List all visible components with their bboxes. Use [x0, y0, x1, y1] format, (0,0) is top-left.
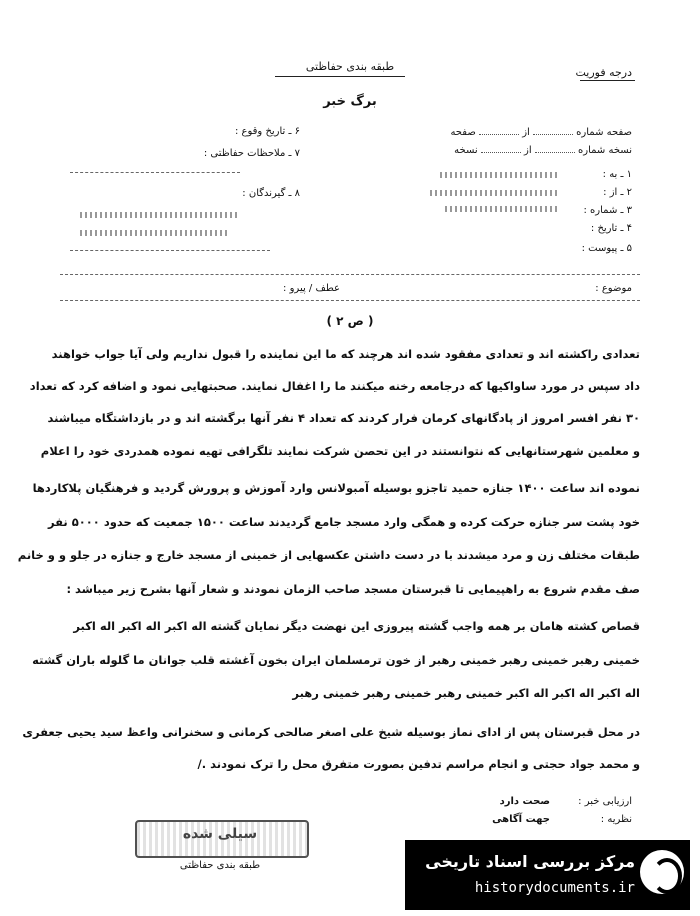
assessment-value: صحت دارد [499, 796, 550, 807]
page-marker: ( ص ۲ ) [326, 314, 374, 328]
copy-label: نسخه [454, 145, 478, 156]
stamp-text: سیلی شده [182, 826, 258, 842]
archive-logo-inner-icon [652, 858, 682, 894]
body-line-13: و محمد جواد حجتی و انجام مراسم تدفین بصورت متفرق محل را ترک نمودند ./ [197, 757, 640, 771]
watermark-title: مرکز بررسی اسناد تاریخی [425, 852, 635, 871]
classification-label: طبقه بندی حفاظتی [305, 60, 395, 73]
body-line-7: طبقات مختلف زن و مرد میشدند با در دست داشتن عکسهایی از خمینی از مسجد خارج و جنازه در جلو و و خانم [17, 548, 640, 562]
recipient-scribble-1 [80, 212, 240, 218]
event-date-field: ۶ ـ تاریخ وقوع : [234, 126, 300, 137]
recipients-field: ۸ ـ گیرندگان : [242, 188, 300, 199]
body-line-12: در محل قبرستان پس از ادای نماز بوسیله شیخ علی اصغر صالحی کرمانی و سخنرانی واعظ سید یحیی جعفری [22, 725, 640, 739]
body-line-11: اله اکبر اله اکبر اله اکبر خمینی رهبر خمینی رهبر خمینی رهبر [292, 686, 640, 700]
to-field: ۱ ـ به : [602, 169, 632, 180]
subject-divider-top [60, 274, 640, 275]
number-scribble [445, 206, 560, 212]
assessment-label: ارزیابی خبر : [578, 796, 632, 807]
body-line-10: خمینی رهبر خمینی رهبر خمینی رهبر از خون ترمسلمان ایران بخون آغشته قلب جوانان ما گلوله باران گشته [32, 653, 640, 667]
copy-number-field [432, 144, 632, 158]
page-number-label: صفحه شماره [576, 127, 632, 138]
subject-label: موضوع : [595, 283, 632, 294]
from-field: ۲ ـ از : [603, 187, 632, 198]
body-line-2: داد سپس در مورد ساواکیها که درجامعه رخنه میکنند ما را اغفال نمایند. صحبتهایی نمود و اضافه کرد که تعداد [29, 379, 640, 393]
page-number-field [432, 126, 632, 140]
body-line-5: نموده اند ساعت ۱۴۰۰ جنازه حمید تاجزو بوسیله آمبولانس وارد آموزش و پرورش گردید و فرهنگیان پلاکاردها [32, 481, 640, 495]
body-line-4: و معلمین شهرستانهایی که نتوانستند در این تحصن شرکت نمایند تلگرافی تهیه نموده همدردی خود را اعلام [40, 444, 640, 458]
left-divider-1 [70, 172, 240, 173]
number-field: ۳ ـ شماره : [583, 205, 632, 216]
opinion-value: جهت آگاهی [492, 814, 550, 825]
opinion-label: نظریه : [600, 814, 632, 825]
copy-from-label: از [524, 145, 532, 156]
body-line-8: صف مقدم شروع به راهپیمایی تا قبرستان مسجد صاحب الزمان نمودند و شعار آنها بشرح زیر میباشد : [66, 582, 640, 596]
body-line-6: خود پشت سر جنازه حرکت کرده و همگی وارد مسجد جامع گردیدند ساعت ۱۵۰۰ جمعیت که حدود ۵۰۰۰ نفر [47, 515, 640, 529]
body-line-3: ۳۰ نفر افسر امروز از پادگانهای کرمان فرار کردند که تعداد ۴ نفر آنها برگشته اند و در بازداشتگاه میباشند [47, 411, 640, 425]
attachment-field: ۵ ـ پیوست : [581, 243, 632, 254]
subject-divider-bottom [60, 300, 640, 301]
watermark-url: historydocuments.ir [474, 880, 635, 896]
page-from-label: از [522, 127, 530, 138]
page-label: صفحه [450, 127, 476, 138]
copy-number-label: نسخه شماره [578, 145, 632, 156]
degree-label: درجه فوریت [575, 66, 632, 79]
recipient-scribble-2 [80, 230, 230, 236]
body-line-1: تعدادی راکشته اند و تعدادی مفقود شده اند هرچند که ما این نماینده را قبول نداریم ولی آیا جواب خواهند [51, 347, 640, 361]
ref-label: عطف / پیرو : [283, 283, 340, 294]
degree-underline [580, 80, 635, 81]
security-notes-field: ۷ ـ ملاحظات حفاظتی : [203, 148, 300, 159]
to-scribble [440, 172, 560, 178]
header-underline [275, 76, 405, 77]
left-divider-2 [70, 250, 270, 251]
body-line-9: قصاص کشته هامان بر همه واجب گشته پیروزی این نهضت دیگر نمایان گشته اله اکبر اله اکبر اله اکبر [73, 619, 640, 633]
footer-classification-label: طبقه بندی حفاظتی [179, 860, 261, 871]
date-field: ۴ ـ تاریخ : [590, 223, 632, 234]
page-title: برگ خبر [323, 94, 377, 109]
from-scribble [430, 190, 560, 196]
